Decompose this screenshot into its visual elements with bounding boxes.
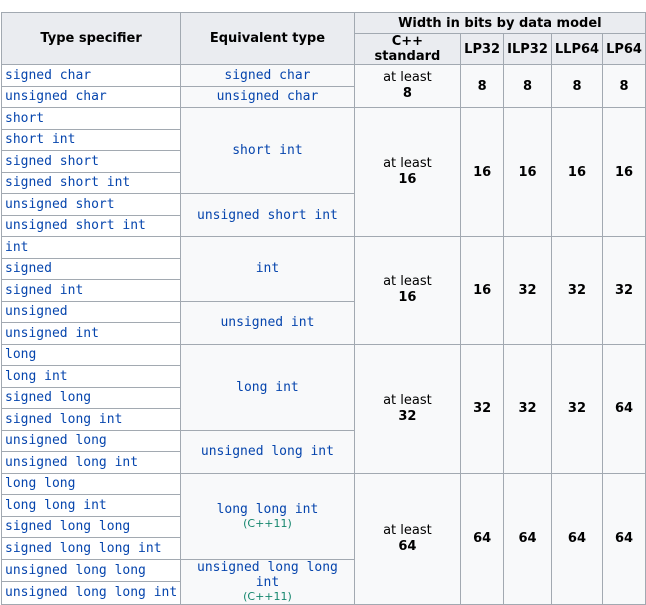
type-specifier-cell [2,151,181,173]
equivalent-type-link[interactable]: unsigned char [216,89,319,105]
type-specifier-link[interactable]: long [5,347,37,363]
type-specifier-cell [2,559,181,582]
table-body [2,65,646,605]
at-least-label: at least [383,70,432,85]
equivalent-type-link[interactable]: unsigned short int [197,207,338,223]
lp32-width-cell: 32 [461,344,504,473]
type-specifier-cell [2,538,181,560]
cpp-standard-cell [354,65,460,108]
type-specifier-cell [2,409,181,431]
cpp-standard-cell [354,237,460,345]
at-least-label: at least [383,274,432,290]
type-specifier-cell [2,323,181,345]
type-specifier-link[interactable]: signed long long int [5,540,162,556]
type-specifier-link[interactable]: unsigned [5,304,68,320]
lp32-width-cell: 16 [461,237,504,345]
equivalent-type-link[interactable]: unsigned long long int [197,559,338,590]
type-specifier-cell [2,582,181,605]
type-specifier-cell [2,473,181,495]
type-specifier-link[interactable]: short [5,110,45,126]
lp64-width-cell: 32 [603,237,646,345]
type-specifier-cell [2,366,181,388]
type-specifier-cell [2,430,181,452]
lp32-width-cell: 64 [461,473,504,604]
llp64-width-cell: 8 [551,65,602,108]
equivalent-type-link[interactable]: long long int [216,501,319,517]
type-specifier-cell [2,65,181,87]
type-specifier-link[interactable]: long int [5,368,68,384]
equivalent-type-cell [181,344,355,430]
type-specifier-cell [2,215,181,237]
table-row [2,237,646,259]
min-bits-value: 64 [398,538,417,554]
llp64-width-cell: 64 [551,473,602,604]
type-specifier-link[interactable]: signed long long [5,519,131,535]
header-lp64: LP64 [603,34,646,65]
type-specifier-cell [2,387,181,409]
type-specifier-cell [2,194,181,216]
llp64-width-cell: 32 [551,237,602,345]
header-cpp-standard: C++ standard [354,34,460,65]
min-bits-value: 32 [398,408,417,424]
type-specifier-link[interactable]: signed [5,261,52,277]
equivalent-type-cell [181,86,355,108]
cpp-standard-cell [354,473,460,604]
type-specifier-cell [2,280,181,302]
version-note: (C++11) [243,516,292,530]
type-specifier-link[interactable]: unsigned long [5,433,107,449]
type-specifier-link[interactable]: short int [5,132,76,148]
type-specifier-cell [2,495,181,517]
type-specifier-link[interactable]: long long [5,476,76,492]
type-specifier-link[interactable]: signed int [5,282,84,298]
type-specifier-cell [2,237,181,259]
type-specifier-link[interactable]: unsigned long long int [5,585,178,601]
type-specifier-link[interactable]: signed short [5,153,99,169]
type-specifier-cell [2,172,181,194]
table-row [2,65,646,87]
type-specifier-cell [2,301,181,323]
type-specifier-link[interactable]: signed long [5,390,92,406]
type-specifier-link[interactable]: unsigned long int [5,454,139,470]
type-specifier-cell [2,452,181,474]
lp64-width-cell: 16 [603,108,646,237]
cpp-standard-cell [354,108,460,237]
type-specifier-link[interactable]: int [5,239,29,255]
type-specifier-link[interactable]: unsigned int [5,325,99,341]
ilp32-width-cell: 32 [504,344,552,473]
ilp32-width-cell: 32 [504,237,552,345]
llp64-width-cell: 32 [551,344,602,473]
lp32-width-cell: 8 [461,65,504,108]
equivalent-type-cell [181,559,355,604]
header-type-specifier: Type specifier [2,13,181,65]
cpp-standard-cell [354,344,460,473]
header-width-group: Width in bits by data model [354,13,645,34]
equivalent-type-cell [181,65,355,87]
type-specifier-cell [2,258,181,280]
type-specifier-cell [2,129,181,151]
type-specifier-cell [2,86,181,108]
lp64-width-cell: 8 [603,65,646,108]
equivalent-type-link[interactable]: short int [232,143,303,158]
table-row [2,344,646,366]
at-least-label: at least [383,392,432,408]
ilp32-width-cell: 16 [504,108,552,237]
type-specifier-link[interactable]: signed short int [5,175,131,191]
equivalent-type-cell [181,237,355,302]
at-least-label: at least [383,156,432,171]
table-row [2,108,646,130]
type-specifier-cell [2,344,181,366]
equivalent-type-cell [181,108,355,194]
header-ilp32: ILP32 [504,34,552,65]
type-specifier-link[interactable]: unsigned short [5,196,115,212]
table-row [2,473,646,495]
type-specifier-link[interactable]: unsigned short int [5,218,146,234]
lp32-width-cell: 16 [461,108,504,237]
equivalent-type-cell [181,473,355,559]
type-specifier-link[interactable]: signed char [5,67,92,83]
lp64-width-cell: 64 [603,344,646,473]
min-bits-value: 8 [402,86,412,101]
header-equivalent-type: Equivalent type [181,13,355,65]
type-specifier-link[interactable]: long long int [5,497,107,513]
type-specifier-link[interactable]: signed long int [5,411,123,427]
type-specifier-link[interactable]: unsigned long long [5,562,146,578]
equivalent-type-link[interactable]: signed char [224,67,311,83]
version-note: (C++11) [243,589,292,603]
min-bits-value: 16 [398,172,417,187]
min-bits-value: 16 [398,290,417,306]
equivalent-type-link[interactable]: unsigned long int [200,444,334,459]
ilp32-width-cell: 64 [504,473,552,604]
type-specifier-cell [2,516,181,538]
equivalent-type-cell [181,301,355,344]
type-specifier-cell [2,108,181,130]
equivalent-type-link[interactable]: unsigned int [220,315,315,330]
lp64-width-cell: 64 [603,473,646,604]
ilp32-width-cell: 8 [504,65,552,108]
equivalent-type-cell [181,430,355,473]
llp64-width-cell: 16 [551,108,602,237]
equivalent-type-link[interactable]: long int [236,379,299,395]
equivalent-type-cell [181,194,355,237]
at-least-label: at least [383,522,432,538]
integer-types-table [1,12,646,605]
equivalent-type-link[interactable]: int [255,261,280,277]
header-lp32: LP32 [461,34,504,65]
type-specifier-link[interactable]: unsigned char [5,89,107,105]
header-llp64: LLP64 [551,34,602,65]
